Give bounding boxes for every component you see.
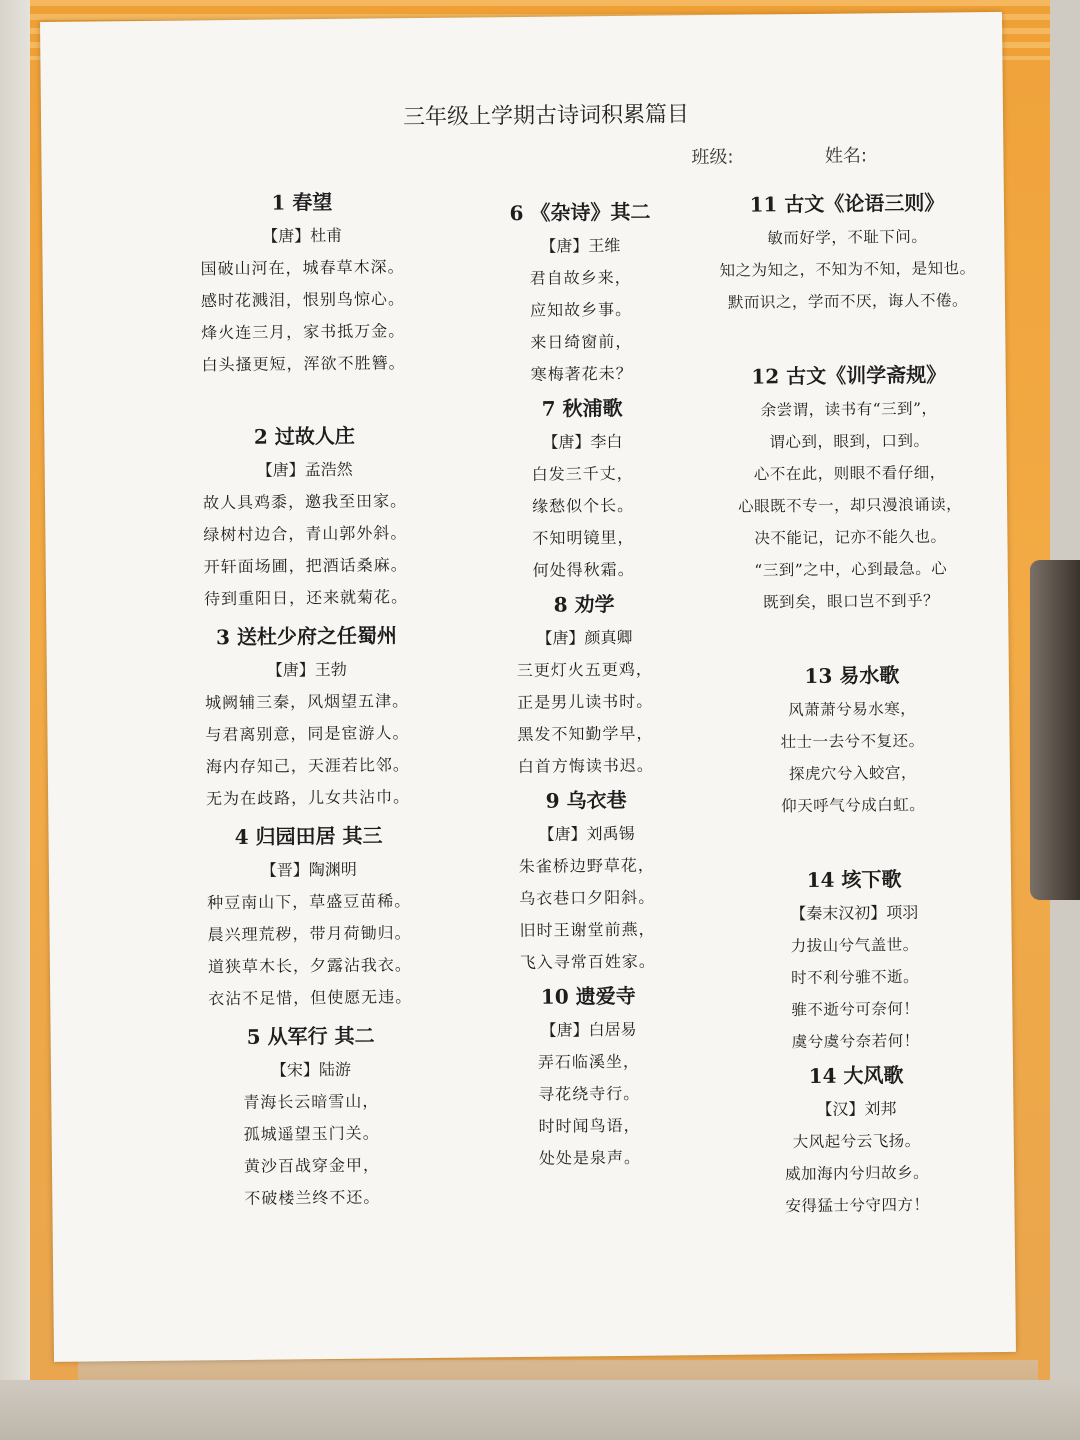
poem-title: 13 易水歌 xyxy=(804,663,900,689)
poem-line: 白头搔更短，浑欲不胜簪。 xyxy=(201,353,406,375)
poem-line: 处处是泉声。 xyxy=(538,1147,642,1168)
poem-line: 威加海内兮归故乡。 xyxy=(784,1163,930,1184)
poem xyxy=(158,817,460,1016)
poem-title: 1 春望 xyxy=(271,189,333,215)
poem-line: 城阙辅三秦，风烟望五津。 xyxy=(205,691,410,713)
poem-author: 【宋】陆游 xyxy=(270,1059,352,1080)
poem-line: 弄石临溪坐， xyxy=(537,1051,641,1072)
poem-line: 无为在歧路，儿女共沾巾。 xyxy=(206,787,411,809)
poem-line: 虞兮虞兮奈若何！ xyxy=(791,1031,920,1052)
poem-line: 白首方悔读书迟。 xyxy=(517,755,654,777)
poem-line: 乌衣巷口夕阳斜。 xyxy=(519,887,656,909)
poem xyxy=(697,656,1009,823)
poem-title: 6 《杂诗》其二 xyxy=(509,199,651,226)
poem-line: 衣沾不足惜，但使愿无违。 xyxy=(208,987,413,1009)
poem-title: 2 过故人庄 xyxy=(253,423,355,449)
poem-author: 【唐】白居易 xyxy=(540,1019,637,1040)
name-label: 姓名: xyxy=(824,145,868,167)
poem-line: 默而识之，学而不厌，诲人不倦。 xyxy=(727,291,969,312)
poem-title: 11 古文《论语三则》 xyxy=(749,190,945,217)
poem-line: 壮士一去兮不复还。 xyxy=(780,731,925,752)
table-surface xyxy=(0,1380,1080,1440)
poem xyxy=(446,781,728,980)
poem xyxy=(448,977,730,1176)
poem-author: 【唐】王勃 xyxy=(266,659,347,680)
poem-line: 种豆南山下，草盛豆苗稀。 xyxy=(207,891,412,913)
poem-line: 正是男儿读书时。 xyxy=(517,691,654,713)
poem-author: 【唐】李白 xyxy=(542,431,623,452)
poem-line: 晨兴理荒秽，带月荷锄归。 xyxy=(207,923,412,945)
poem-line: 时不利兮骓不逝。 xyxy=(790,967,920,988)
poem-line: 白发三千丈， xyxy=(531,463,634,484)
poem-line: 国破山河在，城春草木深。 xyxy=(200,257,405,279)
poem-line: 待到重阳日，还来就菊花。 xyxy=(203,587,409,609)
poem-line: 时时闻鸟语， xyxy=(538,1115,641,1136)
poem-line: 孤城遥望玉门关。 xyxy=(243,1123,380,1144)
poem-title: 5 从军行 其二 xyxy=(246,1023,375,1049)
poem-column-1 xyxy=(152,183,463,1216)
poem-line: 寻花绕寺行。 xyxy=(538,1083,641,1104)
poem-title: 9 乌衣巷 xyxy=(545,787,627,813)
poem-line: 决不能记，记亦不能久也。 xyxy=(754,527,947,548)
poem xyxy=(152,183,454,382)
poem-title: 14 大风歌 xyxy=(808,1063,904,1089)
poem xyxy=(156,617,458,816)
poem-author: 【唐】杜甫 xyxy=(262,225,343,246)
poem-line: 来日绮窗前， xyxy=(530,331,633,352)
poem xyxy=(442,389,724,588)
poem-line: 寒梅著花未？ xyxy=(530,363,633,384)
poem-line: 仰天呼气兮成白虹。 xyxy=(781,795,926,816)
class-name-line xyxy=(691,140,971,169)
poem xyxy=(701,1056,1013,1223)
poem-author: 【唐】孟浩然 xyxy=(256,459,353,480)
class-label: 班级: xyxy=(691,146,734,169)
poem-line: 烽火连三月，家书抵万金。 xyxy=(201,321,406,343)
poem-line: “三到”之中，心到最急。心 xyxy=(754,559,948,580)
poem-line: 绿树村边合，青山郭外斜。 xyxy=(203,523,408,545)
poem xyxy=(694,356,1007,619)
poem-line: 不知明镜里， xyxy=(532,527,635,548)
poem-line: 君自故乡来， xyxy=(529,267,632,288)
poem xyxy=(692,184,1003,319)
poem-line: 缘愁似个长。 xyxy=(531,495,635,516)
poem-column-2 xyxy=(440,193,730,1176)
poem-title: 14 垓下歌 xyxy=(806,867,902,893)
poem-line: 黄沙百战穿金甲， xyxy=(243,1155,381,1176)
poem-line: 风萧萧兮易水寒， xyxy=(788,699,917,720)
poem-line: 何处得秋霜。 xyxy=(532,559,635,580)
poem-line: 敏而好学，不耻下问。 xyxy=(767,227,928,248)
poem-author: 【汉】刘邦 xyxy=(816,1099,897,1119)
poem-line: 应知故乡事。 xyxy=(529,299,633,320)
poem-line: 旧时王谢堂前燕， xyxy=(519,919,656,941)
poem-line: 不破楼兰终不还。 xyxy=(244,1187,381,1208)
poem-line: 与君离别意，同是宦游人。 xyxy=(205,723,410,745)
poem xyxy=(444,585,726,784)
poem-line: 感时花溅泪，恨别鸟惊心。 xyxy=(200,289,406,311)
poem-author: 【晋】陶渊明 xyxy=(260,859,357,880)
poem-line: 海内存知己，天涯若比邻。 xyxy=(205,755,410,777)
poem-line: 心不在此，则眼不看仔细， xyxy=(753,463,946,484)
poem xyxy=(160,1017,462,1216)
poem-line: 朱雀桥边野草花， xyxy=(518,855,655,877)
poem-title: 7 秋浦歌 xyxy=(541,395,623,421)
poem-line: 三更灯火五更鸡， xyxy=(516,659,653,681)
poem-line: 余尝谓，读书有“三到”， xyxy=(760,399,938,420)
poem-author: 【秦末汉初】项羽 xyxy=(790,902,919,924)
poem-line: 谓心到，眼到，口到。 xyxy=(769,431,930,452)
poem-line: 飞入寻常百姓家。 xyxy=(519,951,656,973)
phone-edge xyxy=(1030,560,1080,900)
poem-title: 10 遗爱寺 xyxy=(540,983,636,1009)
poem xyxy=(154,417,456,616)
poem-line: 青海长云暗雪山， xyxy=(243,1091,380,1112)
poem-title: 12 古文《训学斋规》 xyxy=(751,362,947,389)
poem-line: 骓不逝兮可奈何！ xyxy=(791,999,920,1020)
poem-line: 力拔山兮气盖世。 xyxy=(790,935,919,956)
poem-title: 4 归园田居 其三 xyxy=(234,823,383,850)
poem-line: 心眼既不专一，却只漫浪诵读， xyxy=(738,495,963,516)
poem-title: 3 送杜少府之任蜀州 xyxy=(215,623,398,650)
poem-title: 8 劝学 xyxy=(553,592,615,617)
poem-line: 知之为知之，不知为不知，是知也。 xyxy=(719,259,976,280)
poem-author: 【唐】刘禹锡 xyxy=(538,823,635,844)
poem-column-3 xyxy=(692,184,1013,1223)
page-title: 三年级上学期古诗词积累篇目 xyxy=(402,102,690,131)
poem-line: 道狭草木长，夕露沾我衣。 xyxy=(207,955,412,977)
poem xyxy=(699,860,1011,1059)
poem-line: 大风起兮云飞扬。 xyxy=(792,1131,921,1152)
poem-line: 黑发不知勤学早， xyxy=(517,723,654,745)
poem xyxy=(440,193,722,392)
paper-sheet xyxy=(40,12,1016,1362)
poem-line: 故人具鸡黍，邀我至田家。 xyxy=(202,491,408,513)
poem-line: 开轩面场圃，把酒话桑麻。 xyxy=(203,555,408,577)
poem-line: 既到矣，眼口岂不到乎？ xyxy=(763,591,940,612)
poem-line: 探虎穴兮入蛟宫， xyxy=(788,763,918,784)
poem-author: 【唐】颜真卿 xyxy=(536,627,633,648)
poem-line: 安得猛士兮守四方！ xyxy=(785,1195,930,1216)
poem-author: 【唐】王维 xyxy=(540,235,621,256)
